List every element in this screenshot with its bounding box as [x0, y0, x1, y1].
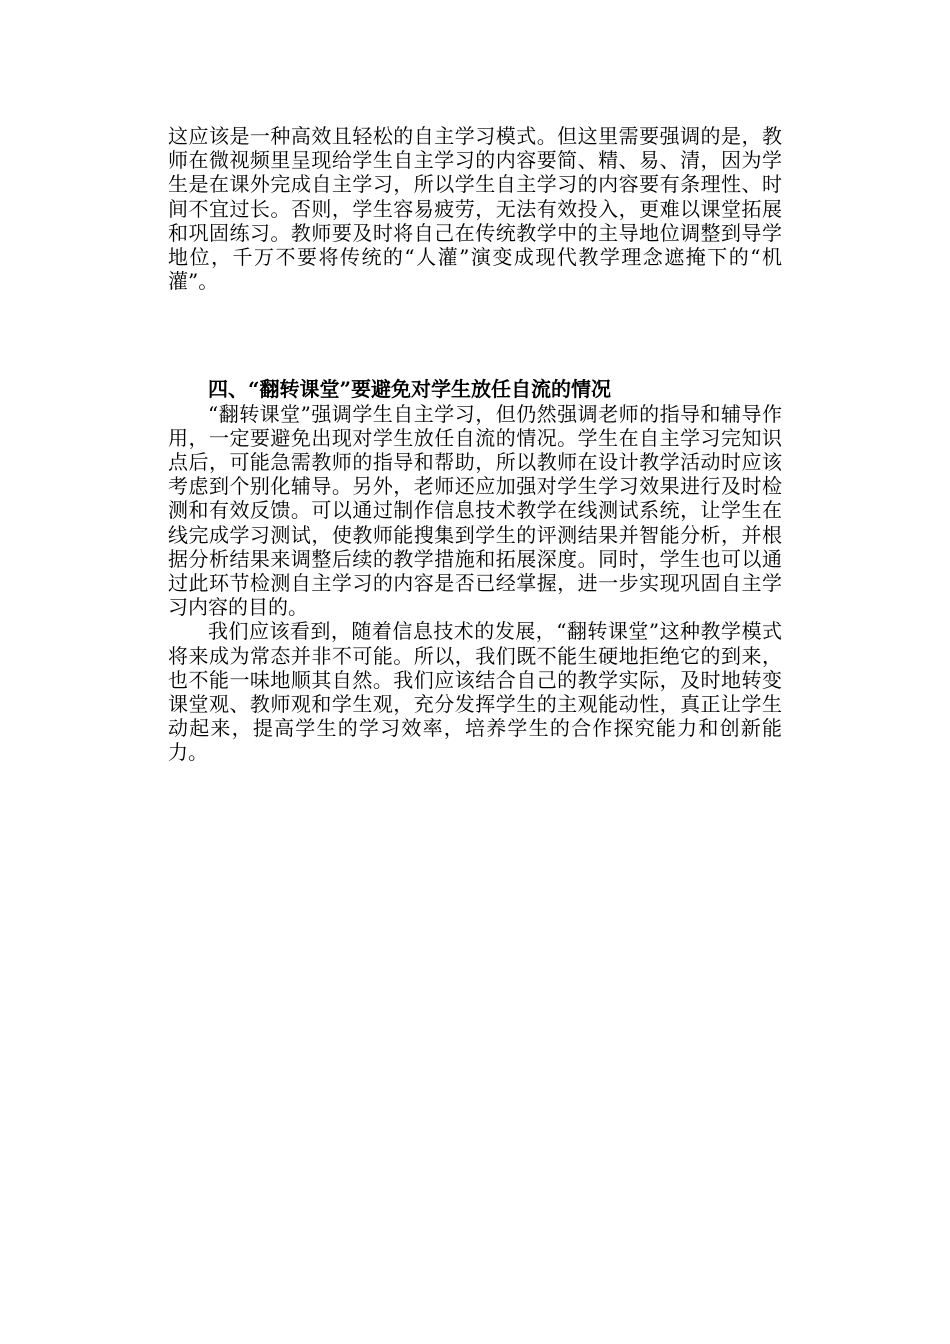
paragraph-spacer [168, 293, 782, 377]
paragraph-conclusion: 我们应该看到，随着信息技术的发展，“翻转课堂”这种教学模式将来成为常态并非不可能。所以，我们既不能生硬地拒绝它的到来，也不能一味地顺其自然。我们应该结合自己的教学实际，及时地转变课堂观、教师观和学生观，充分发挥学生的主观能动性，真正让学生动起来，提高学生的学习效率，培养学生的合作探究能力和创新能力。 [168, 619, 782, 765]
section-heading: 四、“翻转课堂”要避免对学生放任自流的情况 [208, 377, 612, 402]
paragraph-continuation: 这应该是一种高效且轻松的自主学习模式。但这里需要强调的是，教师在微视频里呈现给学生自主学习的内容要简、精、易、清，因为学生是在课外完成自主学习，所以学生自主学习的内容要有条理性、时间不宜过长。否则，学生容易疲劳，无法有效投入，更难以课堂拓展和巩固练习。教师要及时将自己在传统教学中的主导地位调整到导学地位，千万不要将传统的“人灌”演变成现代教学理念遮掩下的“机灌”。 [168, 124, 782, 294]
document-body [168, 124, 782, 765]
paragraph-flipped-classroom-guidance: “翻转课堂”强调学生自主学习，但仍然强调老师的指导和辅导作用，一定要避免出现对学生放任自流的情况。学生在自主学习完知识点后，可能急需教师的指导和帮助，所以教师在设计教学活动时应该考虑到个别化辅导。另外，老师还应加强对学生学习效果进行及时检测和有效反馈。可以通过制作信息技术教学在线测试系统，让学生在线完成学习测试，使教师能搜集到学生的评测结果并智能分析，并根据分析结果来调整后续的教学措施和拓展深度。同时，学生也可以通过此环节检测自主学习的内容是否已经掌握，进一步实现巩固自主学习内容的目的。 [168, 401, 782, 620]
